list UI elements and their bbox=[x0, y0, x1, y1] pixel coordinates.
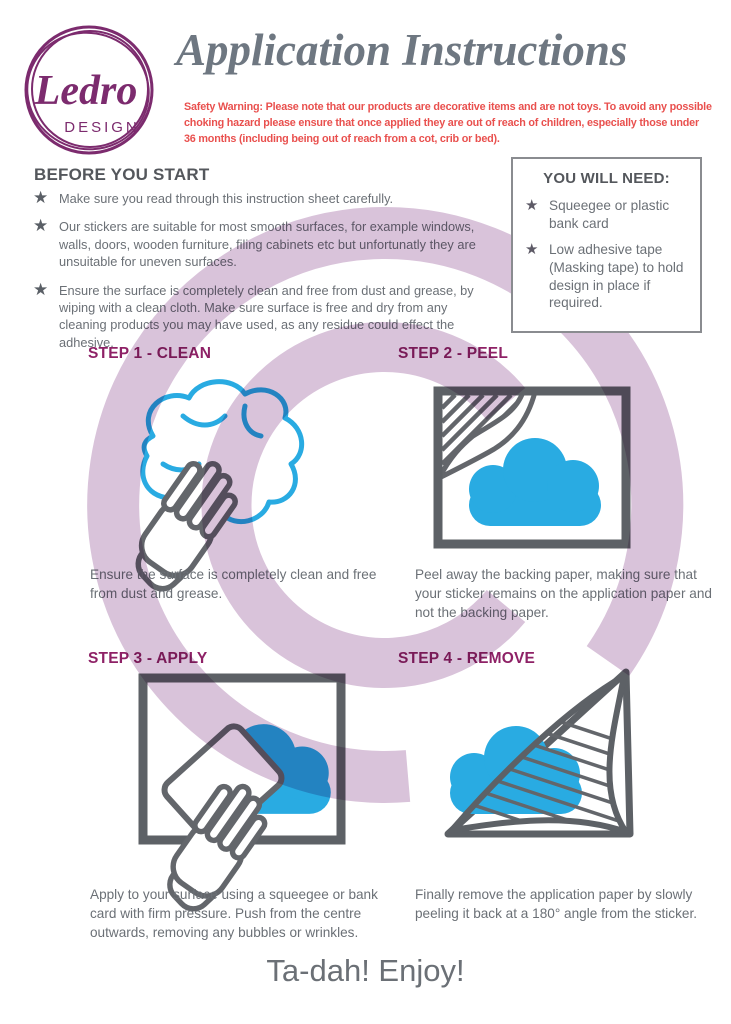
before-you-start-list bbox=[33, 190, 488, 362]
instruction-text: Our stickers are suitable for most smooth surfaces, for example windows, walls, doors, wooden furniture, filing cabinets etc but unfortunatly they are unsuitable for uneven surfaces. bbox=[59, 219, 476, 270]
tadah-tagline: Ta-dah! Enjoy! bbox=[266, 953, 465, 988]
page-title: Application Instructions bbox=[176, 25, 628, 75]
safety-warning-line: Safety Warning: Please note that our products are decorative items and are not toys. To avoid any possible bbox=[184, 101, 712, 113]
before-you-start-heading: BEFORE YOU START bbox=[34, 165, 210, 184]
star-bullet-icon: ★ bbox=[525, 196, 539, 214]
step-1-title: STEP 1 - CLEAN bbox=[88, 345, 212, 362]
safety-warning-line: choking hazard please ensure that once applied they are out of reach of children, especially those under bbox=[184, 117, 699, 129]
peel-backing-illustration bbox=[433, 386, 631, 549]
remove-paper-illustration bbox=[440, 664, 640, 849]
star-bullet-icon: ★ bbox=[33, 279, 49, 300]
supply-item bbox=[525, 197, 688, 232]
logo-subtitle: DESIGN bbox=[64, 119, 140, 136]
star-bullet-icon: ★ bbox=[33, 188, 49, 208]
step-2-description: Peel away the backing paper, making sure that your sticker remains on the application paper and not the backing paper. bbox=[415, 567, 712, 620]
step-4-description: Finally remove the application paper by slowly peeling it back at a 180° angle from the sticker. bbox=[415, 887, 698, 921]
supply-text: Low adhesive tape (Masking tape) to hold design in place if required. bbox=[549, 242, 684, 311]
logo-name: Ledro bbox=[34, 68, 138, 114]
ledro-logo bbox=[14, 18, 164, 164]
supply-text: Squeegee or plastic bank card bbox=[549, 198, 670, 231]
safety-warning-line: 36 months (including being out of reach from a cot, crib or bed). bbox=[184, 133, 500, 145]
clean-cloth-hand-illustration bbox=[95, 372, 330, 572]
step-2-title: STEP 2 - PEEL bbox=[398, 345, 508, 362]
step-1-description: Ensure the surface is completely clean and free from dust and grease. bbox=[90, 567, 377, 601]
star-bullet-icon: ★ bbox=[33, 216, 49, 237]
supply-item bbox=[525, 241, 688, 312]
instruction-item bbox=[33, 279, 488, 352]
step-4-title: STEP 4 - REMOVE bbox=[398, 650, 536, 667]
instruction-item bbox=[33, 218, 488, 270]
instruction-text: Ensure the surface is completely clean and free from dust and grease, by wiping with a clean cloth. Make sure surface is free and dry from any cleaning products you may have used, as any residue could effect the adhesive. bbox=[59, 282, 474, 350]
you-will-need-heading: YOU WILL NEED: bbox=[543, 170, 670, 187]
you-will-need-box bbox=[511, 157, 702, 333]
safety-warning bbox=[184, 99, 729, 147]
instruction-text: Make sure you read through this instruction sheet carefully. bbox=[59, 191, 394, 206]
star-bullet-icon: ★ bbox=[525, 240, 539, 259]
instruction-item bbox=[33, 190, 488, 207]
squeegee-apply-illustration bbox=[103, 672, 348, 890]
step-3-description: Apply to your surface using a squeegee or bank card with firm pressure. Push from the centre outwards, removing any bubbles or wrinkles. bbox=[90, 887, 378, 940]
step-3-title: STEP 3 - APPLY bbox=[88, 650, 208, 667]
